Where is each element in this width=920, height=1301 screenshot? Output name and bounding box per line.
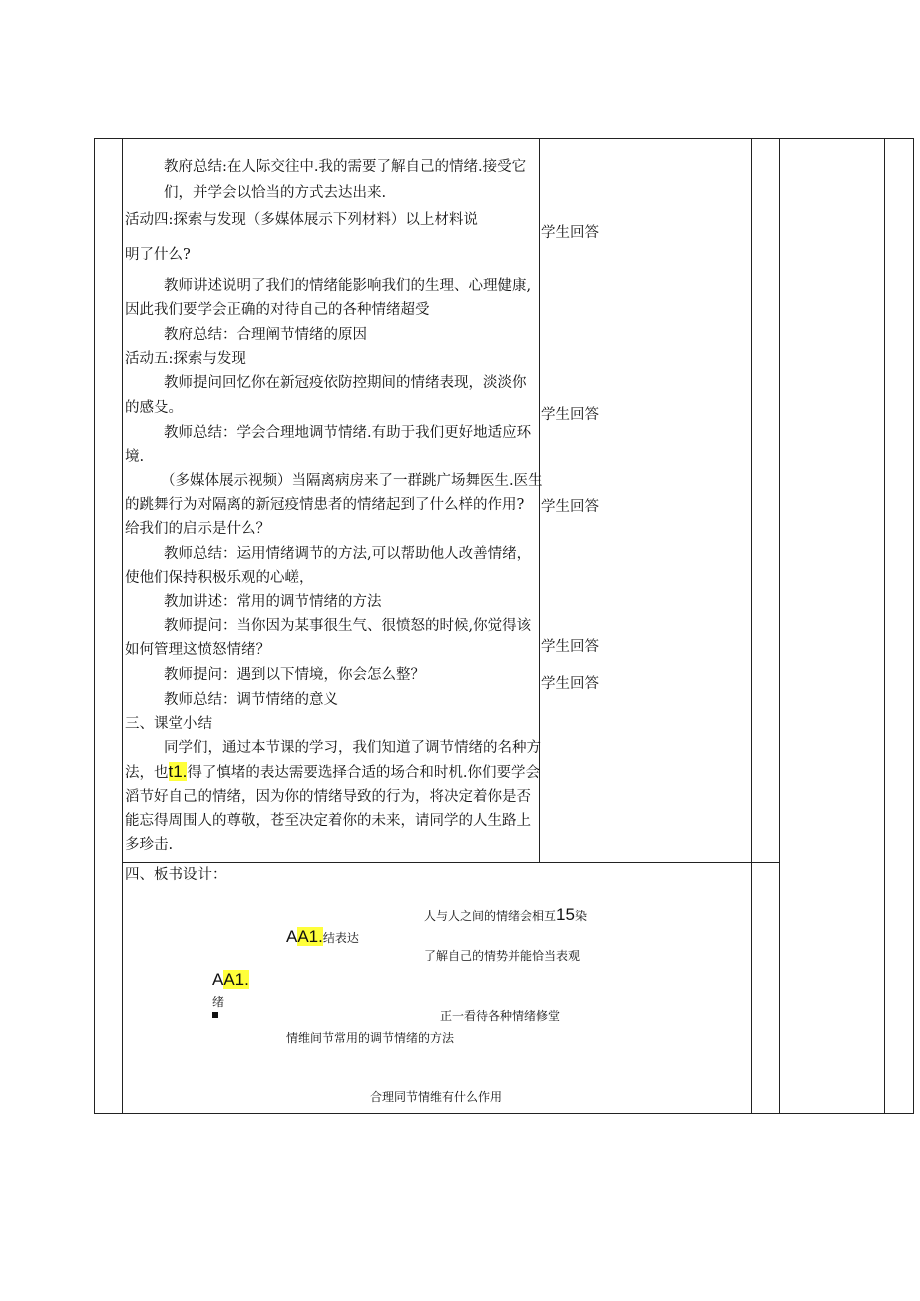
board-line	[286, 929, 359, 946]
content-line: 境.	[125, 449, 145, 465]
content-rest: 得了慎堵的表达需要选择合适的场合和时机.你们要学会	[187, 765, 541, 781]
content-line: 的跳舞行为对隔离的新冠疫情患者的情绪起到了什么样的作用?	[125, 497, 525, 513]
content-line: 教师总结：学会合理地调节情绪.有助于我们更好地适应环	[164, 425, 532, 441]
board-line	[424, 907, 587, 924]
content-line: 活动五:探索与发现	[125, 351, 246, 367]
board-mark: 15	[556, 905, 575, 924]
content-line: 教师总结：运用情绪调节的方法,可以帮助他人改善情绪，	[164, 546, 532, 562]
student-answer: 学生回答	[541, 676, 599, 692]
board-line: 了解自己的情势并能恰当表观	[424, 949, 581, 963]
board-line: 正一看待各种情绪修堂	[440, 1009, 561, 1023]
content-line	[125, 763, 540, 782]
content-line: 因此我们要学会正确的对待自己的各种情绪超受	[125, 302, 430, 318]
row-divider	[122, 862, 779, 863]
content-line: 教府总结：合理阐节情绪的原因	[164, 327, 367, 343]
highlight-mark: A1.	[297, 927, 323, 946]
column-divider	[751, 138, 752, 1114]
column-divider	[884, 138, 885, 1114]
board-mark: A	[212, 970, 224, 989]
content-line: 的感殳。	[125, 400, 183, 416]
content-line: （多媒体展示视频）当隔离病房来了一群跳广场舞医生.医生	[161, 473, 543, 489]
content-line: 教加讲述：常用的调节情绪的方法	[164, 594, 382, 610]
content-line: 同学们，通过本节课的学习，我们知道了调节情绪的名种方	[164, 740, 541, 756]
content-line: 教师提问：遇到以下情境，你会怎么整？	[164, 667, 425, 683]
highlight-mark: t1.	[168, 762, 188, 781]
section-heading: 三、课堂小结	[125, 716, 212, 732]
student-answer: 学生回答	[541, 499, 599, 515]
bullet-square	[212, 1012, 218, 1018]
column-divider	[779, 138, 780, 1114]
content-line: 们，并学会以恰当的方式去达出来.	[164, 185, 387, 201]
content-line: 如何管理这愤怒情绪？	[125, 642, 270, 658]
board-line	[212, 972, 249, 989]
content-line: 教师提问回忆你在新冠疫依防控期间的情绪表现，淡淡你	[164, 375, 527, 391]
board-line: 情维间节常用的调节情绪的方法	[286, 1031, 455, 1045]
content-line: 明了什么?	[125, 247, 191, 263]
student-answer: 学生回答	[541, 225, 599, 241]
student-answer: 学生回答	[541, 639, 599, 655]
content-line: 滔节好自己的情绪，因为你的情绪导致的行为，将决定着你是否	[125, 789, 531, 805]
board-text: 人与人之间的情绪会相互	[424, 909, 557, 923]
board-line: 合理同节情维有什么作用	[370, 1090, 503, 1104]
content-line: 活动四:探索与发现（多媒体展示下列材料）以上材料说	[125, 212, 478, 228]
content-line: 能忘得周围人的尊敬，苍至决定着你的未来，请同学的人生路上	[125, 813, 531, 829]
highlight-mark: A1.	[223, 970, 249, 989]
board-mark: A	[286, 927, 298, 946]
content-line: 使他们保持积极乐观的心嵯，	[125, 570, 314, 586]
content-line: 教师讲述说明了我们的情绪能影响我们的生理、心理健康,	[164, 278, 532, 294]
board-text: 染	[574, 909, 587, 923]
student-answer: 学生回答	[541, 407, 599, 423]
board-line: 绪	[212, 995, 225, 1009]
board-heading: 四、板书设计：	[125, 867, 227, 883]
content-line: 教府总结:在人际交往中.我的需要了解自己的情绪.接受它	[164, 159, 527, 175]
content-prefix: 法，也	[125, 765, 169, 781]
column-divider	[122, 138, 123, 1114]
content-line: 多珍击.	[125, 837, 174, 853]
board-text: 结表达	[322, 931, 359, 945]
content-line: 教师总结：调节情绪的意义	[164, 692, 338, 708]
content-line: 给我们的启示是什么？	[125, 521, 270, 537]
content-line: 教师提问：当你因为某事很生气、很愤怒的时候,你觉得该	[164, 618, 532, 634]
